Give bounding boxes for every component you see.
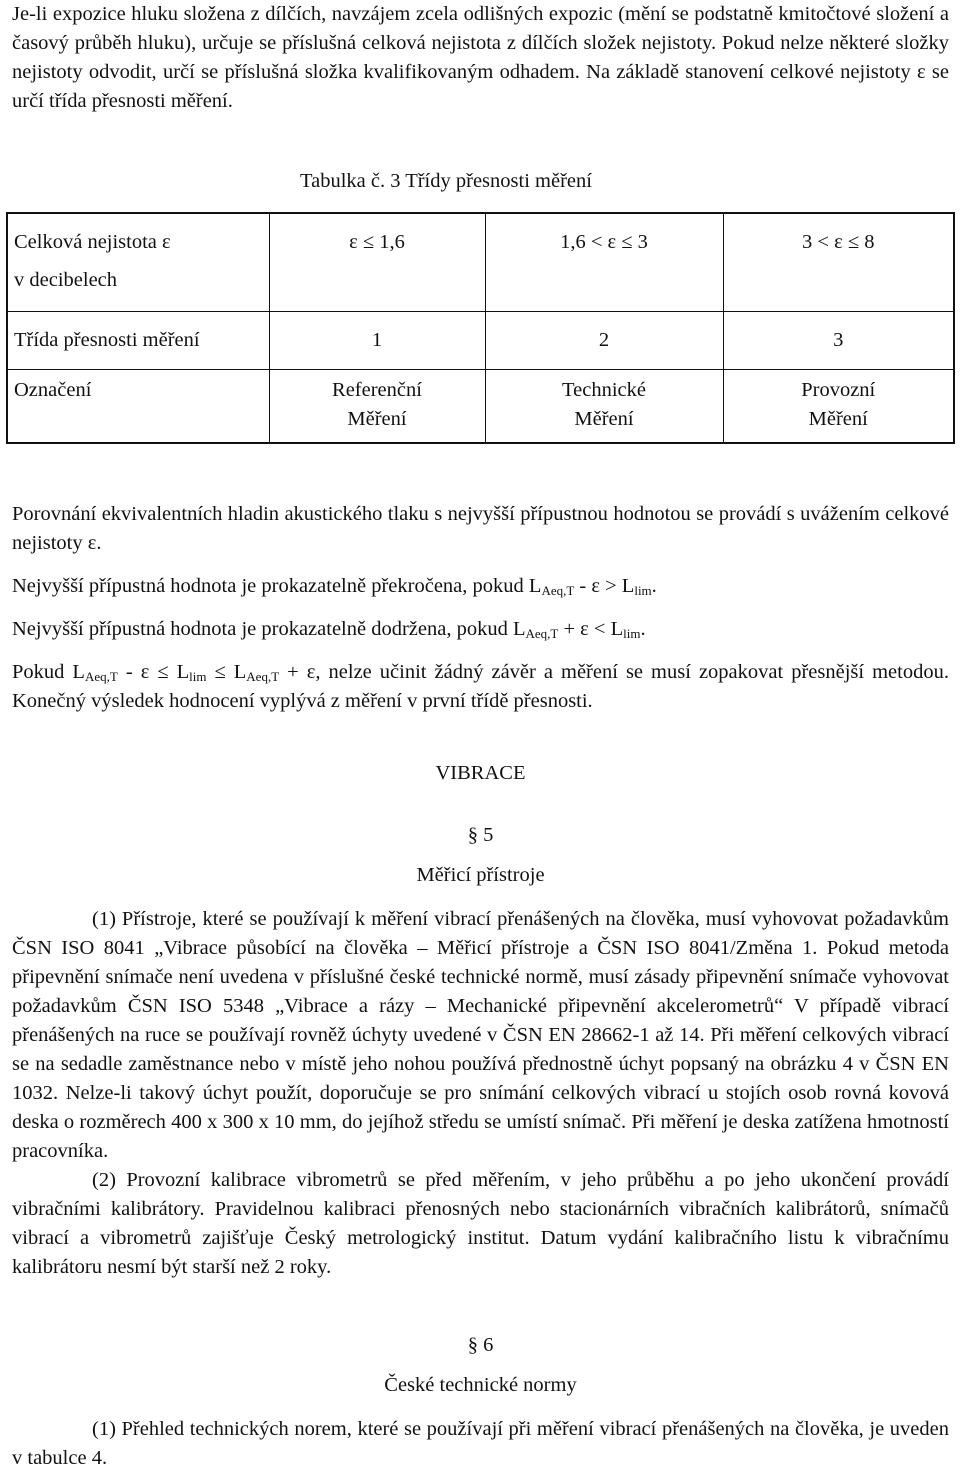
accuracy-class-table: [6, 212, 955, 444]
class-cell: 1: [269, 311, 485, 369]
section-6-number: § 6: [467, 1334, 494, 1356]
section-5-title: Měřicí přístroje: [416, 864, 545, 886]
designation-line: Měření: [347, 407, 407, 430]
designation-line: Měření: [574, 407, 634, 430]
decibel-label: v decibelech: [14, 269, 118, 291]
table-caption: Tabulka č. 3 Třídy přesnosti měření: [300, 170, 592, 192]
intro-paragraph: Je-li expozice hluku složena z dílčích, navzájem zcela odlišných expozic (mění se podstatně kmitočtové složení a časový průběh hluku), určuje se příslušná celková nejistota z dílčích složek nejistoty. Pokud nelze některé složky nejistoty odvodit, určí se příslušná složka kvalifikovaným odhadem. Na základě stanovení celkové nejistoty ε se určí třída přesnosti měření.: [12, 3, 949, 112]
class-cell: 2: [485, 311, 723, 369]
designation-cell: [485, 369, 723, 443]
exceeded-paragraph: Nejvyšší přípustná hodnota je prokazatelně překročena, pokud $L_{Aeq,T} - \varepsilon > L_{lim}$.: [12, 575, 657, 598]
comparison-paragraph: Porovnání ekvivalentních hladin akustického tlaku s nejvyšší přípustnou hodnotou se provádí s uvážením celkové nejistoty ε.: [12, 503, 949, 554]
designation-label-cell: Označení: [7, 369, 269, 443]
section-6-paragraph-1: (1) Přehled technických norem, které se používají při měření vibrací přenášených na člověka, je uveden v tabulce 4.: [12, 1418, 949, 1469]
section-5-paragraph-2: (2) Provozní kalibrace vibrometrů se před měřením, v jeho průběhu a po jeho ukončení provádí vibračními kalibrátory. Pravidelnou kalibraci přenosných nebo stacionárních vibračních kalibrátorů, snímačů vibrací a vibrometrů zajišťuje Český metrologický institut. Datum vydání kalibračního listu k vibračnímu kalibrátoru nesmí být starší než 2 roky.: [12, 1169, 949, 1278]
table-row: [7, 311, 954, 369]
section-6-body: [12, 1415, 949, 1473]
range-cell: 1,6 < ε ≤ 3: [485, 213, 723, 311]
vibrace-heading: VIBRACE: [435, 762, 526, 784]
section-5-paragraph-1: (1) Přístroje, které se používají k měření vibrací přenášených na člověka, musí vyhovovat požadavkům ČSN ISO 8041 „Vibrace působící na člověka – Měřicí přístroje a ČSN ISO 8041/Změna 1. Pokud metoda připevnění snímače není uvedena v příslušné české technické normě, musí zásady připevnění snímače vyhovovat požadavkům ČSN ISO 5348 „Vibrace a rázy – Mechanické připevnění akcelerometrů“ V případě vibrací přenášených na ruce se používají rovněž úchyty uvedené v ČSN EN 28662-1 až 14. Při měření celkových vibrací se na sedadle zaměstnance nebo v místě jeho nohou používá přednostně úchyt popsaný na obrázku 4 v ČSN EN 1032. Nelze-li takový úchyt použít, doporučuje se pro snímání celkových vibrací u stojích osob rovná kovová deska o rozměrech 400 x 300 x 10 mm, do jejíhož středu se umístí snímač. Při měření je deska zatížena hmotností pracovníka.: [12, 908, 949, 1162]
designation-line: Referenční: [332, 378, 422, 401]
designation-cell: [723, 369, 954, 443]
designation-line: Měření: [808, 407, 868, 430]
inconclusive-paragraph: Pokud $L_{Aeq,T} - \varepsilon \le L_{lim} \le L_{Aeq,T} + \varepsilon$, nelze učinit žádný závěr a měření se musí zopakovat přesnější metodou. Konečný výsledek hodnocení vyplývá z měření v první třídě přesnosti.: [12, 661, 949, 712]
uncertainty-label: Celková nejistota ε: [14, 231, 171, 253]
designation-line: Provozní: [801, 378, 876, 401]
section-5-body: [12, 905, 949, 1282]
section-6-title: České technické normy: [384, 1374, 577, 1396]
table-row: [7, 213, 954, 311]
complied-paragraph: Nejvyšší přípustná hodnota je prokazatelně dodržena, pokud $L_{Aeq,T} + \varepsilon < L_{lim}$.: [12, 618, 646, 641]
range-cell: ε ≤ 1,6: [269, 213, 485, 311]
class-label-cell: Třída přesnosti měření: [7, 311, 269, 369]
designation-cell: [269, 369, 485, 443]
range-cell: 3 < ε ≤ 8: [723, 213, 954, 311]
table-header-cell: [7, 213, 269, 311]
designation-line: Technické: [562, 378, 646, 401]
section-5-number: § 5: [467, 824, 494, 846]
comparison-section: [12, 500, 949, 730]
table-row: [7, 369, 954, 443]
class-cell: 3: [723, 311, 954, 369]
